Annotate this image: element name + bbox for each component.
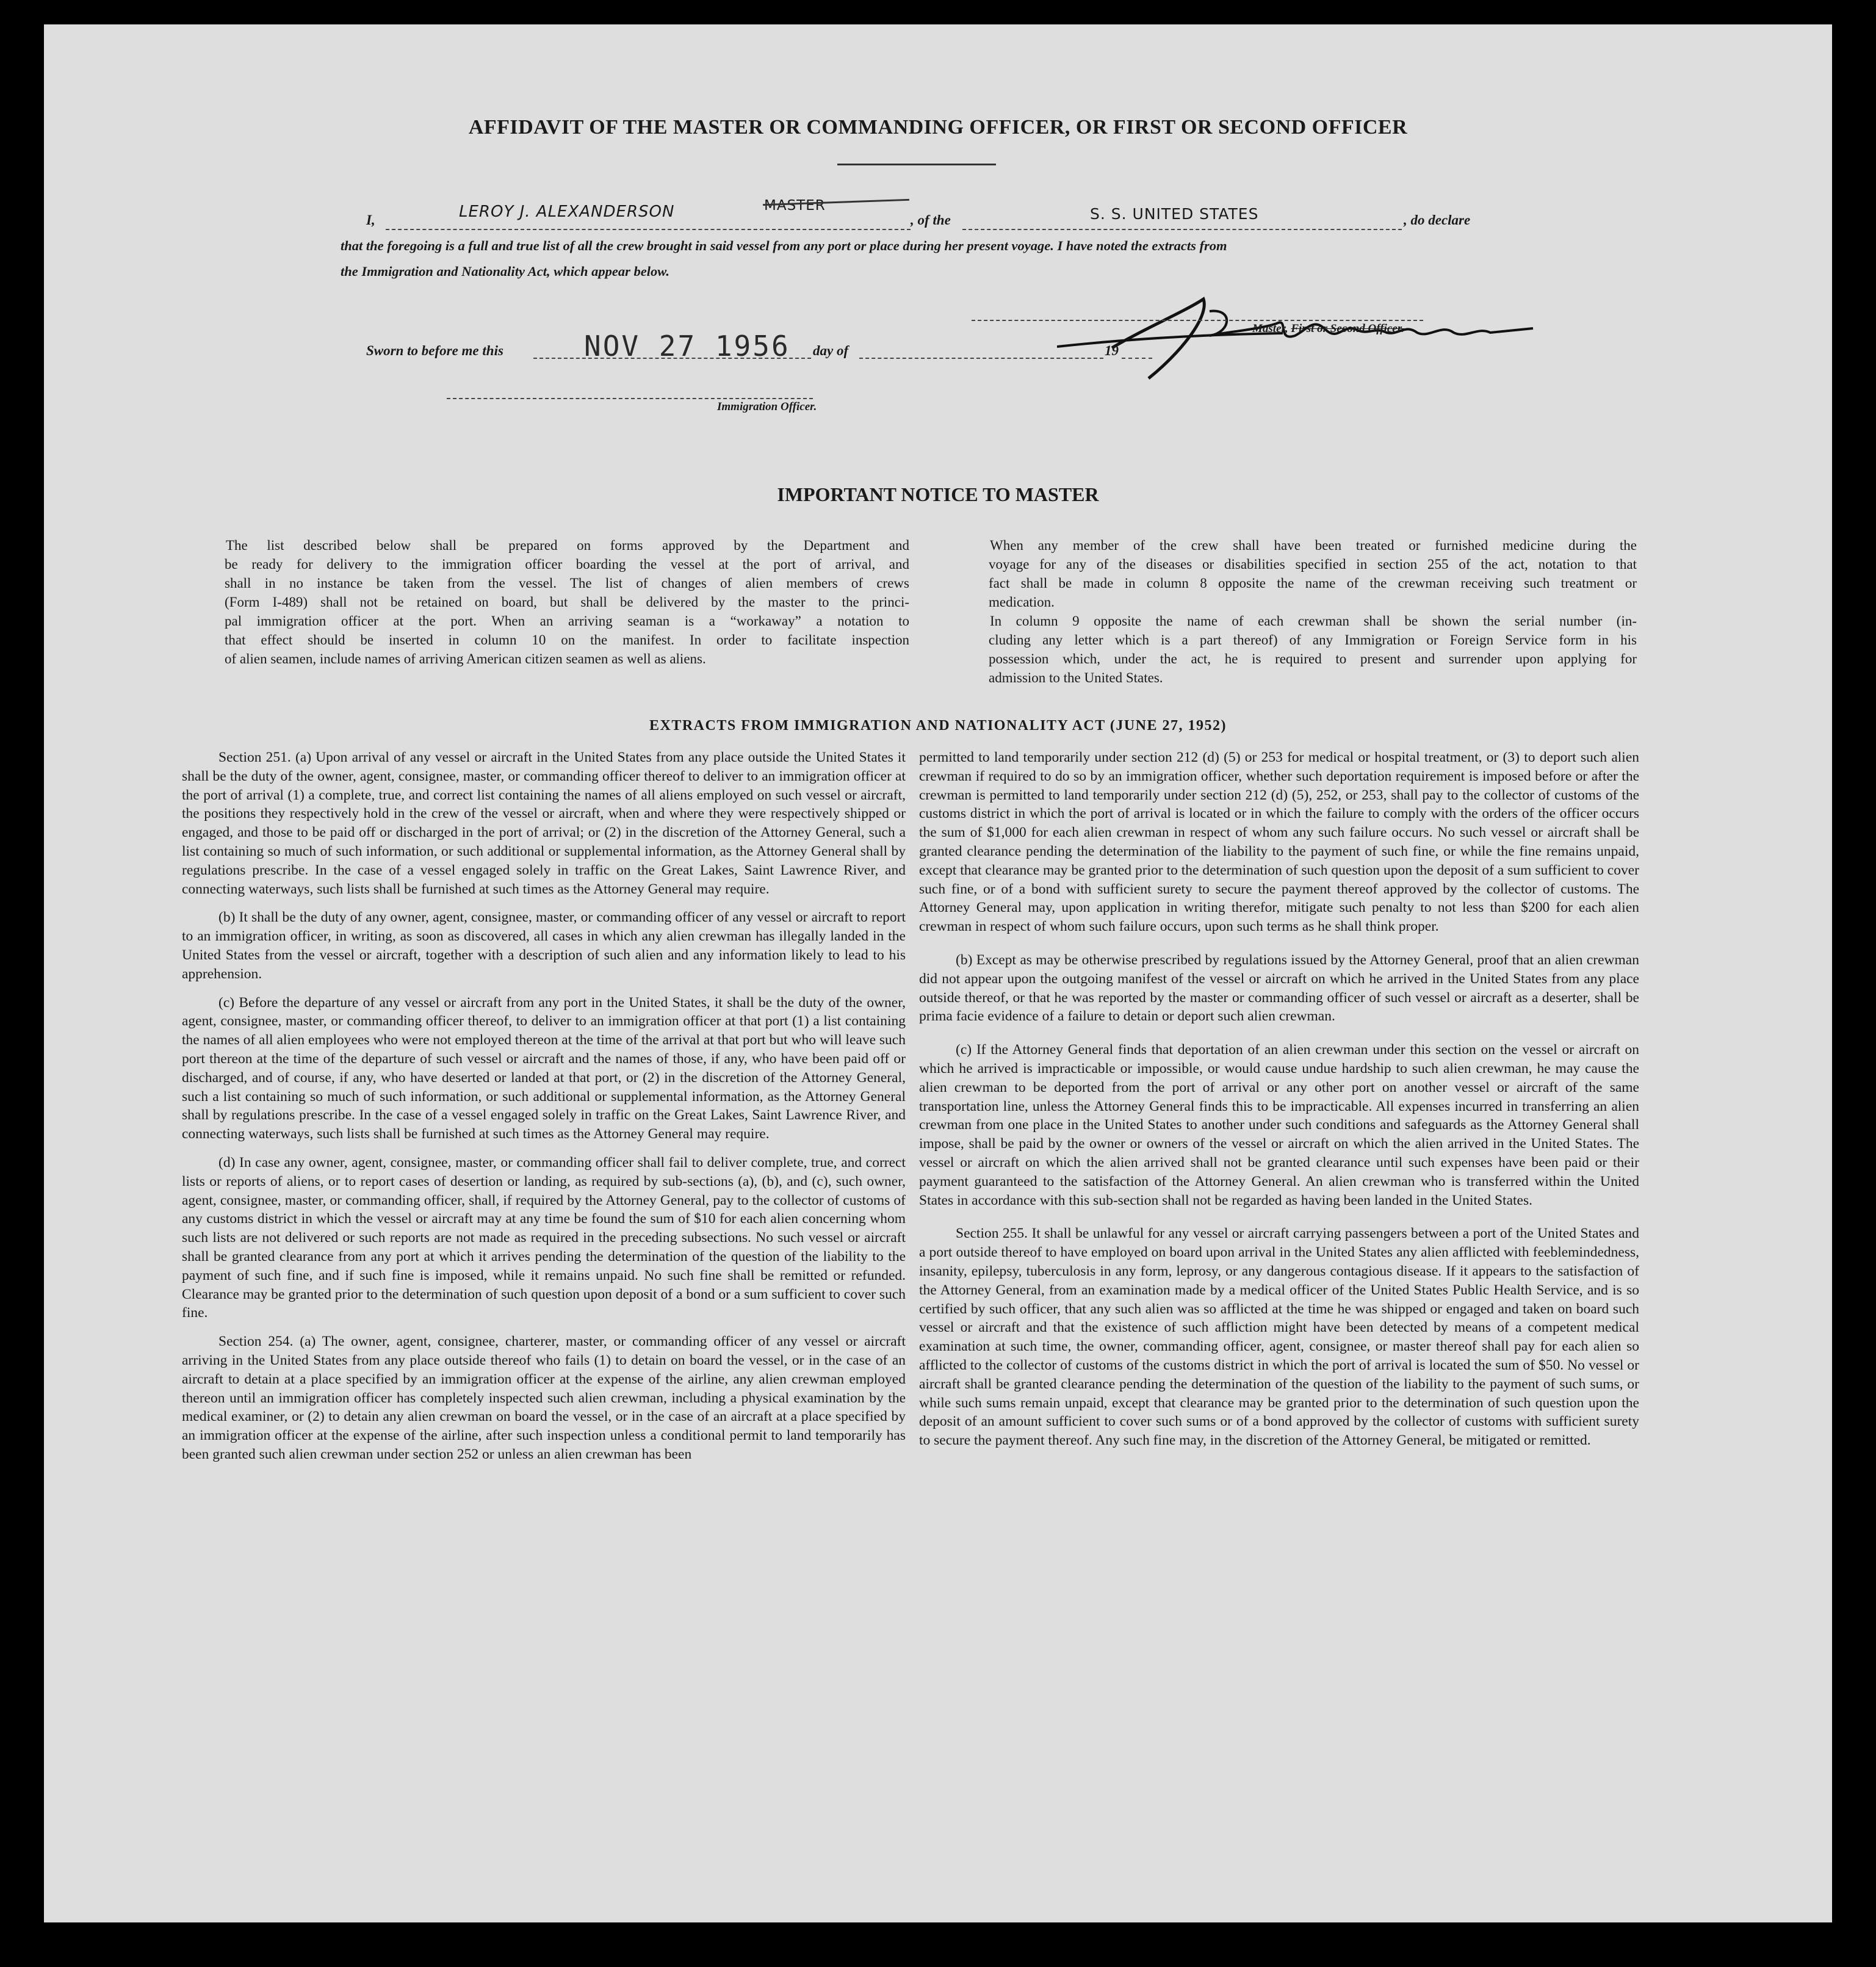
notice-right-line: voyage for any of the diseases or disabilities specified in section 255 of the act, notation to that <box>989 557 1637 572</box>
immigration-officer-line <box>447 398 813 399</box>
declaration-prefix: I, <box>366 212 375 228</box>
do-declare-label: , do declare <box>1404 212 1471 228</box>
section-254-a: Section 254. (a) The owner, agent, consignee, charterer, master, or commanding officer of any vessel or aircraft arriving in the United States from any place outside thereof who fails (1) to detain on board the vessel, or in the case of an aircraft to detain at a place specified by an immigration officer at the expense of the airline, any alien crewman employed thereon until an immigration officer has completely inspected such alien crewman, including a physical examination by the medical examiner, or (2) to detain any alien crewman on board the vessel, or in the case of an aircraft at a place specified by an immigration officer at the expense of the airline, after such inspection unless a conditional permit to land temporarily has been granted such alien crewman under section 252 or unless an alien crewman has been <box>182 1334 906 1462</box>
of-the-label: , of the <box>911 212 951 228</box>
master-signature <box>1057 275 1557 397</box>
declaration-body-line-2: the Immigration and Nationality Act, which appear below. <box>341 264 670 279</box>
notice-left-line: of alien seamen, include names of arriving American citizen seamen as well as aliens. <box>225 651 706 666</box>
rank-typed: MASTER <box>764 198 826 214</box>
notice-left-line: The list described below shall be prepared on forms approved by the Department and <box>226 538 909 553</box>
vessel-name: S. S. UNITED STATES <box>1090 205 1259 223</box>
extracts-left-column <box>182 748 906 1713</box>
notice-left-line: that effect should be inserted in column 10 on the manifest. In order to facilitate inspection <box>225 632 909 648</box>
title-underline <box>837 164 996 165</box>
notice-right-line: medication. <box>989 594 1055 610</box>
name-blank-line <box>386 229 911 230</box>
signature-line <box>972 320 1423 321</box>
notice-heading: IMPORTANT NOTICE TO MASTER <box>777 483 1099 505</box>
notice-left-line: shall in no instance be taken from the vessel. The list of changes of alien members of crews <box>225 576 909 591</box>
document-page <box>44 24 1832 1922</box>
notice-right-line: cluding any letter which is a part thereof) of any Immigration or Foreign Service form in his <box>989 632 1637 648</box>
month-blank-line <box>859 358 1103 359</box>
year-blank-line <box>1122 358 1152 359</box>
notice-right-line: fact shall be made in column 8 opposite the name of the crewman receiving such treatment or <box>989 576 1637 591</box>
section-255: Section 255. It shall be unlawful for any vessel or aircraft carrying passengers between a port of the United States and a port outside thereof to have employed on board upon arrival in the United States any alien afflicted with feeblemindedness, insanity, epilepsy, tuberculosis in any form, leprosy, or any dangerous contagious disease. If it appears to the satisfaction of the Attorney General, from an examination made by a medical officer of the United States Public Health Service, and is so certified by such officer, that any such alien was so afflicted at the time he was shipped or engaged and taken on board such vessel or aircraft and that the existence of such affliction might have been detected by means of a competent medical examination at such time, the owner, commanding officer, agent, consignee, or master thereof shall pay for each alien so afflicted to the collector of customs of the customs district in which the port of arrival is located the sum of $50. No vessel or aircraft shall be granted clearance pending the determination of the question of the liability to the payment of such sums, or while such sums remain unpaid, except that clearance may be granted prior to the determination of such question upon the deposit of an amount sufficient to cover such sums or of a bond approved by the collector of customs with sufficient surety to secure the payment thereof. Any such fine may, in the discretion of the Attorney General, be mitigated or remitted. <box>919 1225 1639 1449</box>
section-254-b: (b) Except as may be otherwise prescribed by regulations issued by the Attorney General, proof that an alien crewman did not appear upon the outgoing manifest of the vessel or aircraft on which he arrived in the United States from any place outside thereof, or that he was reported by the master or commanding officer of such vessel or aircraft as a deserter, shall be prima facie evidence of a failure to detain or deport such alien crewman. <box>919 951 1639 1025</box>
master-name-handwritten: LEROY J. ALEXANDERSON <box>459 203 675 221</box>
section-254-c: (c) If the Attorney General finds that deportation of an alien crewman under this section on the vessel or aircraft on which he arrived is impracticable or impossible, or would cause undue hardship to such alien crewman, he may cause the alien crewman to be deported from the port of arrival or any other port on another vessel or aircraft of the same transportation line, unless the Attorney General finds this to be impracticable. All expenses incurred in transferring an alien crewman from one place in the United States to another under such conditions and safeguards as the Attorney General shall impose, shall be paid by the owner or owners of the vessel or aircraft on which the alien arrived in the United States. The vessel or aircraft on which the alien arrived shall not be granted clearance until such expenses have been paid or their payment guaranteed to the satisfaction of the Attorney General. An alien crewman who is transferred within the United States in accordance with this sub-section shall not be regarded as having been landed in the United States. <box>919 1042 1639 1208</box>
notice-left-line: pal immigration officer at the port. When an arriving seaman is a “workaway” a notation to <box>225 613 909 629</box>
notice-right-line: admission to the United States. <box>989 670 1163 685</box>
signature-caption <box>1252 322 1404 336</box>
section-251-b: (b) It shall be the duty of any owner, agent, consignee, master, or commanding officer of any vessel or aircraft to report to an immigration officer, in writing, as soon as discovered, all cases in which any alien crewman has illegally landed in the United States from the vessel or aircraft, together with a description of such alien and any information likely to lead to his apprehension. <box>182 909 906 982</box>
notice-right-column <box>952 536 1637 687</box>
section-251-c: (c) Before the departure of any vessel or aircraft from any port in the United States, it shall be the duty of the owner, agent, consignee, master, or commanding officer thereof, to deliver to an immigration officer at that port (1) a list containing the names of all alien employees who were not employed thereon at the time of the arrival at that port but who will leave such port thereon at the time of the departure of such vessel or aircraft and the names of those, if any, who have been paid off or discharged, and of course, if any, who have deserted or landed at that port, or (2) in the discretion of the Attorney General, such a list containing so much of such information, or such additional or supplemental information, as the Attorney General shall by regulations prescribe. In the case of a vessel engaged solely in traffic on the Great Lakes, Saint Lawrence River, and connecting waterways, such lists shall be furnished at such times as the Attorney General may require. <box>182 994 906 1142</box>
signature-caption-master: Master, <box>1252 322 1291 335</box>
day-of-label: day of <box>813 343 849 358</box>
date-stamp: NOV 27 1956 <box>584 330 790 363</box>
year-prefix: 19 <box>1105 343 1119 358</box>
notice-right-line: possession which, under the act, he is required to present and surrender upon applying for <box>989 651 1637 666</box>
extracts-heading: EXTRACTS FROM IMMIGRATION AND NATIONALITY ACT (JUNE 27, 1952) <box>649 718 1227 734</box>
section-254-a-continued: permitted to land temporarily under section 212 (d) (5) or 253 for medical or hospital treatment, or (3) to deport such alien crewman if required to do so by an immigration officer, whether such deportation requirement is imposed before or after the crewman is permitted to land temporarily under section 212 (d) (5), 252, or 253, shall pay to the collector of customs of the customs district in which the port of arrival is located or in which the failure to comply with the orders of the officer occurs the sum of $1,000 for each alien crewman in respect of whom any such failure occurs. No such vessel or aircraft shall be granted clearance pending the determination of the liability to the payment of such fine, or while the fine remains unpaid, except that clearance may be granted prior to the determination of such question upon the deposit of a sum sufficient to cover such fine, or of a bond with sufficient surety to secure the payment thereof approved by the collector of customs. The Attorney General may, upon application in writing therefor, mitigate such penalty to not less than $200 for each alien crewman in respect of whom such failure occurs, upon such terms as he shall think proper. <box>919 749 1639 935</box>
affidavit-title: AFFIDAVIT OF THE MASTER OR COMMANDING OFFICER, OR FIRST OR SECOND OFFICER <box>468 116 1408 139</box>
immigration-officer-caption: Immigration Officer. <box>717 400 817 413</box>
extracts-right-column <box>919 748 1639 1713</box>
notice-left-line: (Form I-489) shall not be retained on board, but shall be delivered by the master to the princi- <box>225 594 909 610</box>
signature-caption-struck: First or Second Officer. <box>1291 322 1404 335</box>
notice-right-line: In column 9 opposite the name of each crewman shall be shown the serial number (in- <box>990 613 1637 629</box>
sworn-label: Sworn to before me this <box>366 343 503 358</box>
notice-right-line: When any member of the crew shall have been treated or furnished medicine during the <box>990 538 1637 553</box>
notice-left-line: be ready for delivery to the immigration officer boarding the vessel at the port of arrival, and <box>225 557 909 572</box>
notice-left-column <box>188 536 909 668</box>
section-251-d: (d) In case any owner, agent, consignee, master, or commanding officer shall fail to deliver complete, true, and correct lists or reports of aliens, or to report cases of desertion or landing, as required by sub-sections (a), (b), and (c), such owner, agent, consignee, master, or commanding officer, shall, if required by the Attorney General, pay to the collector of customs of any customs district in which the vessel or aircraft may at any time be found the sum of $10 for each alien concerning whom such lists are not delivered or such reports are not made as required in the preceding subsections. No such vessel or aircraft shall be granted clearance from any port at which it arrives pending the determination of the question of the liability to the payment of such fine, and if such fine is imposed, while it remains unpaid. No such fine shall be remitted or refunded. Clearance may be granted prior to the determination of such question upon deposit of a bond or a sum sufficient to cover such fine. <box>182 1154 906 1321</box>
declaration-body-line-1: that the foregoing is a full and true list of all the crew brought in said vessel from any port or place during her present voyage. I have noted the extracts from <box>341 238 1227 253</box>
vessel-blank-line <box>962 229 1402 230</box>
section-251-a: Section 251. (a) Upon arrival of any vessel or aircraft in the United States from any place outside the United States it shall be the duty of the owner, agent, consignee, master, or commanding officer thereof to deliver to an immigration officer at the port of arrival (1) a complete, true, and correct list containing the names of all aliens employed on such vessel or aircraft, the positions they respectively hold in the crew of the vessel or aircraft, when and where they were respectively shipped or engaged, and those to be paid off or discharged in the port of arrival; or (2) in the discretion of the Attorney General, such a list containing so much of such information, or such additional or supplemental information, as the Attorney General shall by regulations prescribe. In the case of a vessel engaged solely in traffic on the Great Lakes, Saint Lawrence River, and connecting waterways, such lists shall be furnished at such times as the Attorney General may require. <box>182 749 906 897</box>
